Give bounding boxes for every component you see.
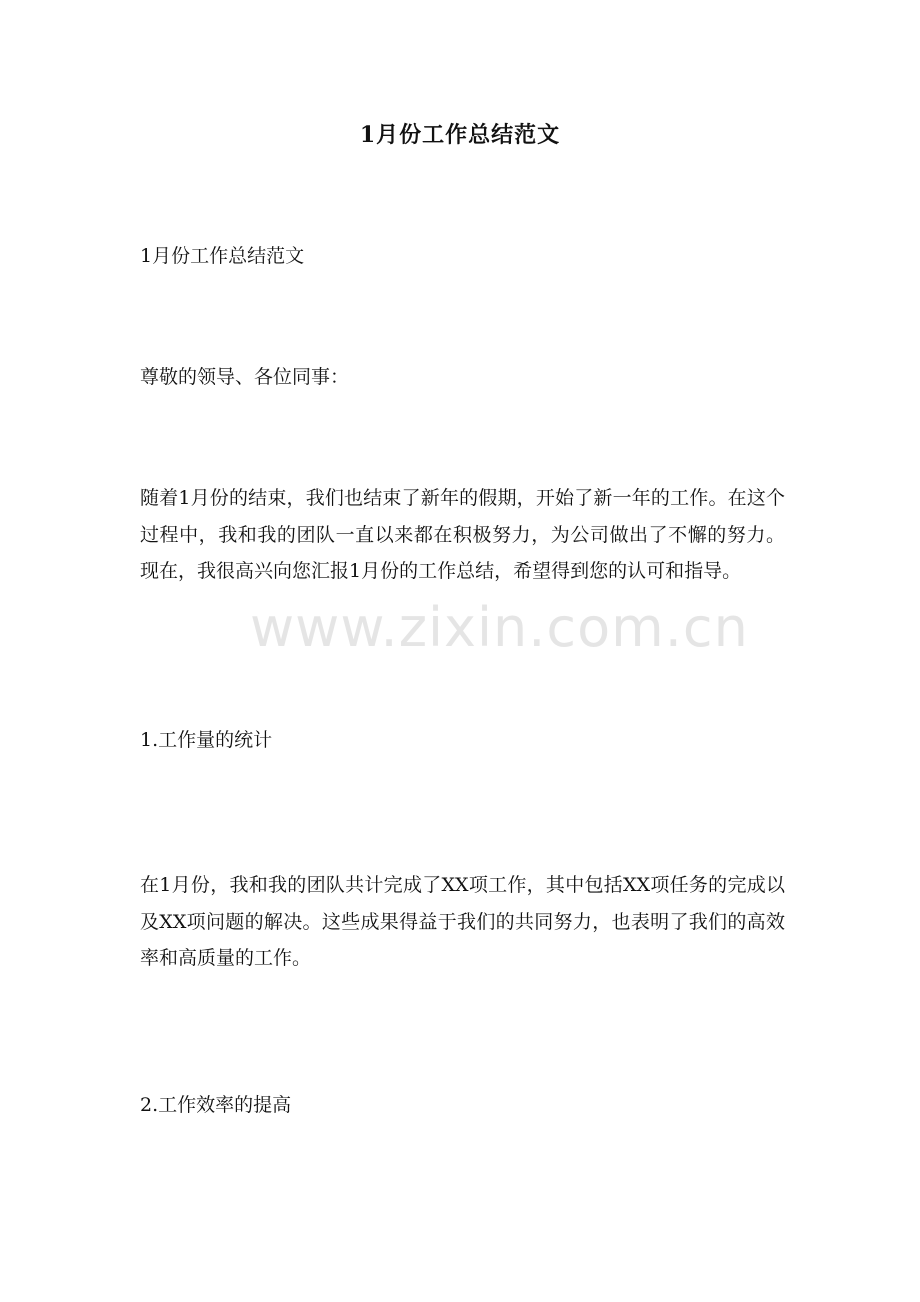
document-title: 1月份工作总结范文 — [359, 122, 561, 148]
section-heading-workload: 1.工作量的统计 — [140, 729, 273, 751]
paragraph-salutation: 尊敬的领导、各位同事： — [140, 366, 350, 388]
paragraph-intro: 随着1月份的结束，我们也结束了新年的假期，开始了新一年的工作。在这个过程中，我和我的团队一直以来都在积极努力，为公司做出了不懈的努力。现在，我很高兴向您汇报1月份的工作总结，希望得到您的认可和指导。 — [140, 487, 785, 582]
section-heading-efficiency: 2.工作效率的提高 — [140, 1094, 292, 1116]
watermark: www.zixin.com.cn — [250, 596, 749, 659]
paragraph-workload: 在1月份，我和我的团队共计完成了XX项工作，其中包括XX项任务的完成以及XX项问题的解决。这些成果得益于我们的共同努力，也表明了我们的高效率和高质量的工作。 — [140, 874, 785, 969]
paragraph-subtitle: 1月份工作总结范文 — [140, 245, 305, 267]
